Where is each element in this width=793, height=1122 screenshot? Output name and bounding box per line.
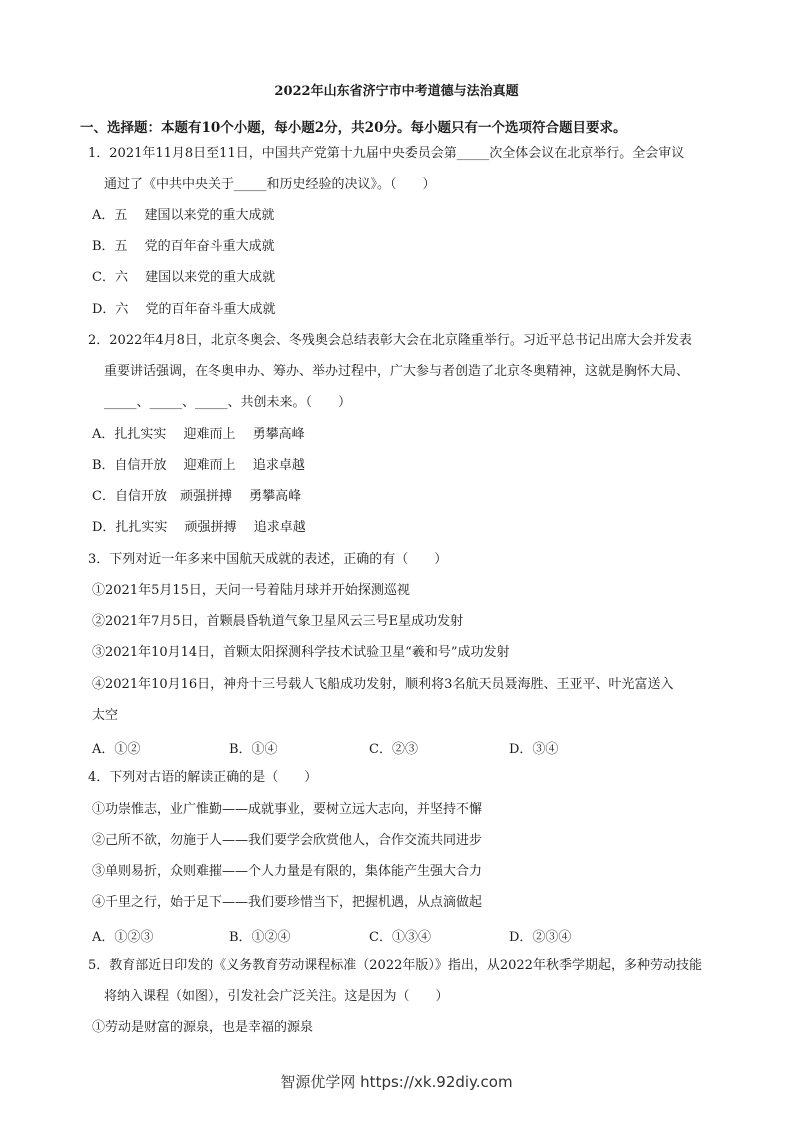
watermark-footer: 智源优学网 https://xk.92diy.com: [280, 1073, 513, 1091]
question-3-statement-4: ④2021年10月16日，神舟十三号载人飞船成功发射，顺利将3名航天员聂海胜、王亚平、叶光富送入: [92, 677, 674, 692]
question-2-option-d: D．扎扎实实 顽强拼搏 追求卓越: [92, 520, 306, 535]
question-1-option-a: A．五 建国以来党的重大成就: [92, 208, 275, 223]
question-3-option-a: A．①②: [92, 742, 141, 757]
question-3-statement-4-cont: 太空: [92, 708, 119, 723]
question-1-option-d: D．六 党的百年奋斗重大成就: [92, 302, 276, 317]
question-3-options: [92, 738, 692, 756]
question-3-option-c: C．②③: [369, 742, 418, 757]
question-2-stem: 2．2022年4月8日，北京冬奥会、冬残奥会总结表彰大会在北京隆重举行。习近平总书记出席大会并发表: [88, 333, 692, 348]
question-3-statement-2: ②2021年7月5日，首颗晨昏轨道气象卫星风云三号E星成功发射: [92, 614, 464, 629]
question-4-statement-3: ③单则易折，众则难摧——个人力量是有限的，集体能产生强大合力: [92, 864, 483, 879]
question-4-options: [92, 926, 692, 944]
question-2-option-c: C．自信开放 顽强拼搏 勇攀高峰: [92, 489, 302, 504]
question-1-stem: 1．2021年11月8日至11日，中国共产党第十九届中央委员会第_____次全体会议在北京举行。全会审议: [88, 146, 685, 161]
question-4-option-d: D．②③④: [509, 930, 572, 945]
question-2-stem-cont: _____、_____、_____、共创未来。（ ）: [104, 395, 352, 410]
question-2-stem-cont: 重要讲话强调，在冬奥申办、筹办、举办过程中，广大参与者创造了北京冬奥精神，这就是胸怀大局、: [104, 364, 690, 379]
question-2-option-b: B．自信开放 迎难而上 追求卓越: [92, 458, 305, 473]
question-1-stem-cont: 通过了《中共中央关于_____和历史经验的决议》。（ ）: [104, 177, 436, 192]
question-5-stem: 5．教育部近日印发的《义务教育劳动课程标准（2022年版）》指出，从2022年秋季学期起，多种劳动技能: [88, 958, 702, 973]
question-4-statement-2: ②己所不欲，勿施于人——我们要学会欣赏他人，合作交流共同进步: [92, 833, 483, 848]
question-1-option-b: B．五 党的百年奋斗重大成就: [92, 239, 275, 254]
question-3-option-d: D．③④: [509, 742, 559, 757]
question-4-stem: 4．下列对古语的解读正确的是（ ）: [88, 770, 318, 785]
question-4-option-b: B．①②④: [229, 930, 291, 945]
question-4-statement-4: ④千里之行，始于足下——我们要珍惜当下，把握机遇，从点滴做起: [92, 895, 483, 910]
question-5-statement-1: ①劳动是财富的源泉，也是幸福的源泉: [92, 1020, 314, 1035]
question-4-option-c: C．①③④: [369, 930, 431, 945]
question-5-stem-cont: 将纳入课程（如图），引发社会广泛关注。这是因为（ ）: [104, 989, 449, 1004]
question-1-option-c: C．六 建国以来党的重大成就: [92, 270, 276, 285]
question-3-statement-3: ③2021年10月14日，首颗太阳探测科学技术试验卫星“羲和号”成功发射: [92, 645, 510, 660]
question-3-stem: 3．下列对近一年多来中国航天成就的表述，正确的有（ ）: [88, 552, 448, 567]
section-heading: 一、选择题：本题有10个小题，每小题2分，共20分。每小题只有一个选项符合题目要求。: [80, 120, 627, 136]
page-title: 2022年山东省济宁市中考道德与法治真题: [274, 84, 519, 99]
question-4-option-a: A．①②③: [92, 930, 154, 945]
question-4-statement-1: ①功崇惟志，业广惟勤——成就事业，要树立远大志向，并坚持不懈: [92, 802, 483, 817]
question-3-option-b: B．①④: [229, 742, 278, 757]
question-3-statement-1: ①2021年5月15日，天问一号着陆月球并开始探测巡视: [92, 583, 410, 598]
question-2-option-a: A．扎扎实实 迎难而上 勇攀高峰: [92, 427, 305, 442]
